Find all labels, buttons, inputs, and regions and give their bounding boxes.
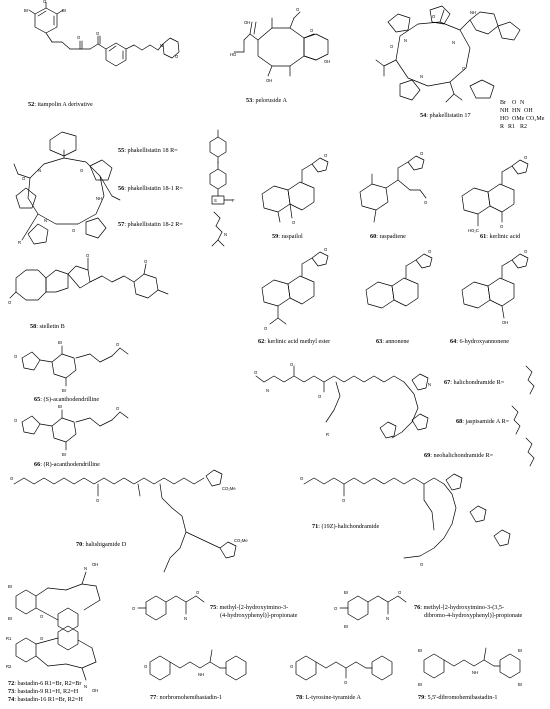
caption-69: 69: neohalichondramide R=: [424, 452, 494, 459]
svg-text:O: O: [43, 0, 47, 4]
svg-text:Br: Br: [62, 8, 67, 13]
svg-text:O: O: [14, 354, 18, 359]
svg-text:S: S: [214, 198, 217, 203]
caption-53: 53: peloruside A: [246, 97, 287, 104]
r-group-68: [512, 406, 520, 434]
svg-text:Br: Br: [8, 616, 13, 621]
structure-53: [230, 7, 330, 83]
svg-text:N: N: [386, 616, 390, 621]
structure-78: [290, 656, 392, 685]
structure-60: [360, 151, 428, 222]
svg-text:O: O: [342, 498, 346, 503]
svg-text:N: N: [184, 616, 188, 621]
atom-label-br: Br: [500, 100, 506, 106]
svg-text:O: O: [86, 253, 90, 258]
svg-text:O: O: [80, 168, 84, 173]
svg-text:O: O: [424, 200, 428, 205]
svg-text:Br: Br: [58, 404, 63, 409]
caption-70: 70: halishigamide D: [76, 541, 127, 548]
caption-75: 75: methyl-[2-hydroxyimino-3-: [210, 604, 289, 611]
svg-text:O: O: [96, 498, 100, 503]
svg-text:HO₂C: HO₂C: [468, 228, 479, 233]
atom-label-ome: OMe: [512, 116, 525, 122]
svg-text:Br: Br: [344, 590, 349, 595]
svg-text:O: O: [344, 680, 348, 685]
svg-text:Br: Br: [344, 624, 349, 629]
svg-text:Br: Br: [62, 452, 67, 457]
caption-58: 58: stelletin B: [30, 323, 65, 330]
svg-text:CO₂Me: CO₂Me: [234, 538, 248, 543]
caption-72: 72: bastadin-6 R1=Br, R2=Br: [8, 680, 82, 687]
svg-text:OH: OH: [502, 320, 509, 325]
structure-52: [24, 0, 179, 66]
svg-text:OH: OH: [244, 20, 251, 25]
caption-73: 73: bastadin-9 R1=H, R2=H: [8, 688, 79, 695]
svg-text:O: O: [300, 476, 304, 481]
structure-79: [418, 648, 523, 687]
svg-text:O: O: [334, 606, 338, 611]
svg-text:NH: NH: [472, 670, 479, 675]
svg-text:HO: HO: [230, 52, 237, 57]
svg-text:O: O: [132, 606, 136, 611]
svg-text:O: O: [40, 636, 44, 641]
svg-text:O: O: [318, 394, 322, 399]
caption-66: 66: (R)-acanthodendrilline: [34, 461, 100, 468]
svg-text:F: F: [232, 198, 235, 203]
svg-text:O: O: [77, 35, 81, 40]
svg-text:O: O: [390, 44, 394, 49]
svg-text:O: O: [500, 224, 504, 229]
structure-58: [8, 253, 168, 305]
atom-label-r: R: [500, 124, 505, 130]
r-group-55: [210, 130, 226, 163]
svg-text:N: N: [84, 684, 88, 689]
svg-text:O: O: [264, 326, 268, 331]
svg-text:O: O: [324, 247, 328, 252]
svg-text:O: O: [254, 370, 258, 375]
atom-label-r2: R2: [520, 124, 528, 130]
svg-text:N: N: [420, 74, 424, 79]
caption-79: 79: 5,5'-dibromohemibastadin-1: [418, 694, 498, 701]
svg-text:O: O: [292, 220, 296, 225]
structure-75: [132, 590, 204, 621]
svg-text:O: O: [144, 259, 148, 264]
caption-76-line2: dibromo-4-hydroxyphenyl)]-propionate: [424, 612, 523, 619]
atom-label-n: N: [520, 100, 525, 106]
atom-label-oh: OH: [524, 108, 533, 114]
svg-text:O: O: [290, 664, 294, 669]
svg-text:OH: OH: [92, 562, 99, 567]
svg-text:R: R: [326, 432, 330, 437]
svg-text:O: O: [116, 406, 120, 411]
structure-64: [462, 249, 528, 325]
svg-text:O: O: [175, 54, 179, 59]
caption-52: 52: itampolin A derivative: [28, 101, 93, 108]
svg-text:NH: NH: [96, 196, 103, 201]
caption-54: 54: phakellistatin 17: [420, 112, 471, 119]
caption-71: 71: (19Z)-halichondramide: [312, 523, 380, 530]
svg-text:O: O: [398, 590, 402, 595]
svg-text:N: N: [84, 566, 88, 571]
svg-text:N: N: [38, 168, 42, 173]
svg-text:CO₂Me: CO₂Me: [222, 486, 236, 491]
caption-64: 64: 6-hydroxyannonene: [450, 338, 509, 345]
svg-text:R2: R2: [6, 664, 12, 669]
r-group-69: [526, 438, 534, 466]
atom-label-co2me: CO₂Me: [526, 116, 545, 122]
caption-56: 56: phakellistatin 18-1 R=: [118, 185, 183, 192]
svg-text:O: O: [524, 155, 528, 160]
structure-71: [300, 474, 510, 567]
caption-59: 59: raspailol: [272, 233, 303, 240]
svg-text:OH: OH: [92, 688, 99, 693]
svg-text:N: N: [452, 40, 456, 45]
caption-62: 62: kerlinic acid methyl ester: [258, 338, 331, 345]
svg-text:Br: Br: [62, 388, 67, 393]
svg-text:O: O: [14, 418, 18, 423]
caption-61: 61: kerlinic acid: [480, 233, 521, 240]
svg-text:N: N: [160, 43, 164, 48]
caption-60: 60: raspadiene: [370, 233, 406, 240]
structure-72-74: [6, 562, 100, 693]
caption-57: 57: phakellistatin 18-2 R=: [118, 221, 183, 228]
svg-text:O: O: [296, 7, 300, 12]
r-group-56: [210, 162, 235, 204]
svg-text:O: O: [290, 362, 294, 367]
structure-70: [10, 470, 248, 572]
svg-text:Br: Br: [58, 340, 63, 345]
structure-55-57-core: [14, 132, 120, 245]
svg-text:N: N: [224, 232, 228, 237]
r-group-57: [212, 212, 227, 246]
svg-text:O: O: [8, 300, 12, 305]
atom-label-hn: HN: [512, 108, 521, 114]
svg-text:O: O: [420, 151, 424, 156]
svg-text:O: O: [462, 66, 466, 71]
svg-text:NH: NH: [198, 672, 205, 677]
svg-text:NH: NH: [470, 10, 477, 15]
svg-text:O: O: [310, 28, 314, 33]
svg-text:O: O: [432, 14, 436, 19]
svg-text:Br: Br: [518, 682, 523, 687]
svg-text:OH: OH: [324, 59, 331, 64]
atom-label-o: O: [512, 100, 517, 106]
structure-62: [262, 247, 328, 331]
structure-76: [334, 590, 406, 629]
caption-74: 74: bastadin-16 R1=Br, R2=H: [8, 696, 83, 703]
caption-78: 78: L-tyrosine-tyramide A: [296, 694, 361, 701]
svg-text:O: O: [428, 249, 432, 254]
caption-76: 76: methyl-[2-hydroxyimino-3-(3,5-: [414, 604, 505, 611]
structure-66: [14, 404, 128, 457]
caption-77: 77: norbromohemibastadin-1: [150, 694, 223, 701]
svg-text:OH: OH: [266, 78, 273, 83]
r-group-67: [526, 366, 534, 394]
svg-text:N: N: [428, 382, 432, 387]
caption-65: 65: (S)-acanthodendrilline: [34, 396, 100, 403]
atom-label-ho: HO: [500, 116, 509, 122]
svg-text:Br: Br: [24, 8, 29, 13]
atom-label-nh: NH: [500, 108, 509, 114]
svg-text:O: O: [10, 476, 14, 481]
caption-63: 63: annonene: [376, 338, 410, 345]
svg-text:O: O: [96, 31, 100, 36]
svg-text:Br: Br: [418, 648, 423, 653]
svg-text:N: N: [266, 388, 270, 393]
structure-77: [144, 650, 246, 680]
svg-text:O: O: [524, 249, 528, 254]
svg-text:R1: R1: [6, 636, 12, 641]
atom-label-r1: R1: [508, 124, 516, 130]
structure-61: [462, 155, 528, 233]
svg-text:O: O: [72, 228, 76, 233]
svg-text:N: N: [404, 38, 408, 43]
svg-text:O: O: [324, 153, 328, 158]
caption-68: 68: jaspisamide A R=: [456, 418, 510, 425]
svg-text:O: O: [144, 664, 148, 669]
svg-text:Br: Br: [8, 584, 13, 589]
caption-55: 55: phakellistatin 18 R=: [118, 147, 178, 154]
structure-65: [14, 340, 128, 393]
svg-text:O: O: [196, 590, 200, 595]
svg-text:Br: Br: [418, 682, 423, 687]
svg-text:R: R: [18, 240, 22, 245]
svg-text:Br: Br: [518, 648, 523, 653]
structure-63: [366, 249, 432, 308]
structure-59: [262, 153, 328, 225]
caption-67: 67: halichondramide R=: [444, 379, 505, 386]
svg-text:O: O: [420, 562, 424, 567]
svg-text:O: O: [116, 342, 120, 347]
structure-54: [376, 6, 520, 102]
caption-75-line2: (4-hydroxyphenyl)]-propionate: [220, 612, 298, 619]
svg-text:O: O: [22, 176, 26, 181]
svg-text:O: O: [40, 614, 44, 619]
structure-67-69: [254, 362, 431, 438]
svg-text:N: N: [44, 218, 48, 223]
